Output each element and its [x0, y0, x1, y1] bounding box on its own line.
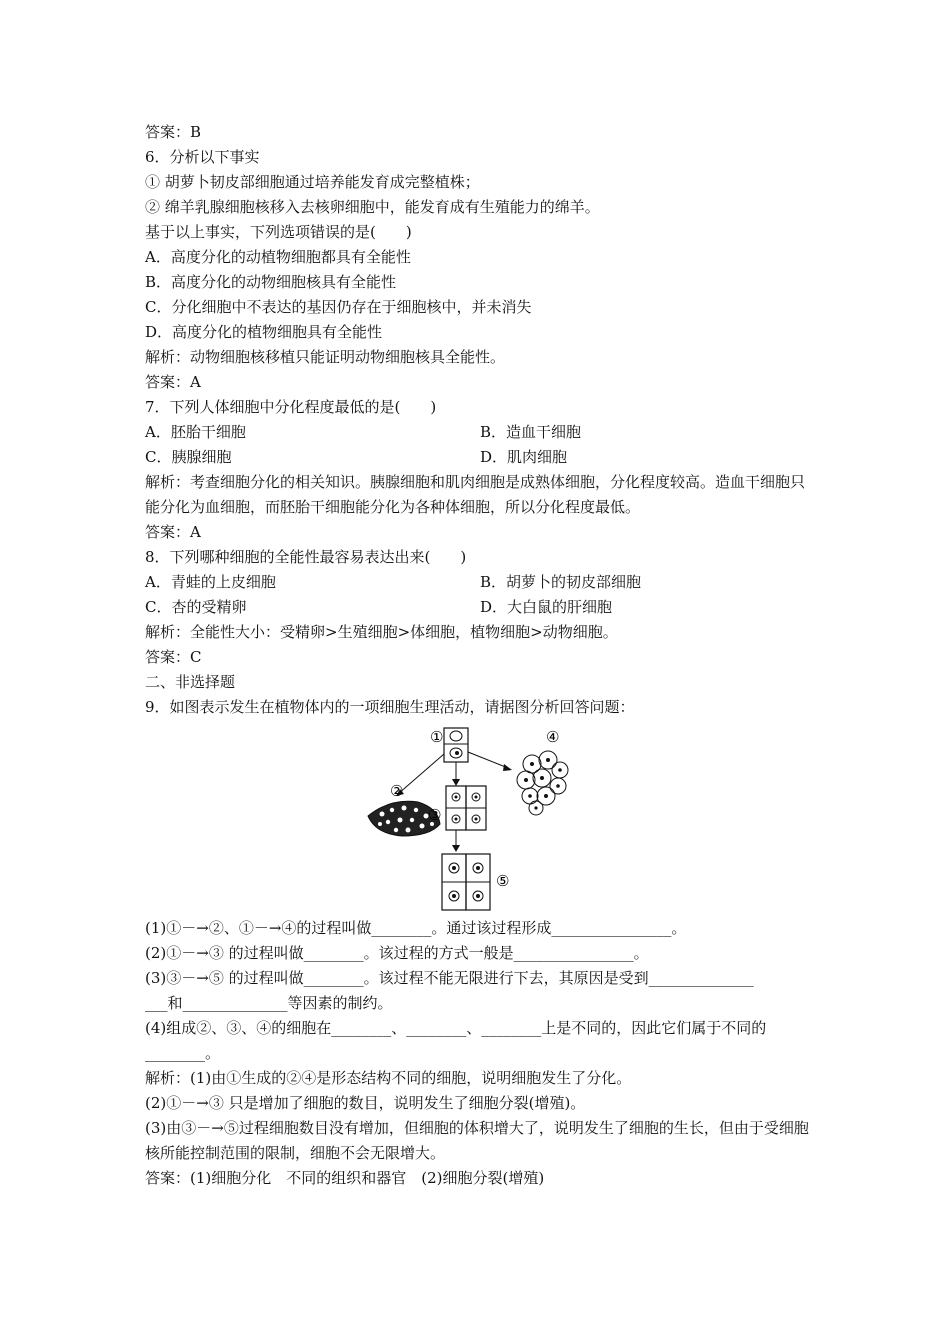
q8-option-b: B．胡萝卜的韧皮部细胞 — [480, 573, 642, 591]
label-3: ③ — [428, 806, 442, 824]
answer-q5: 答案：B — [145, 123, 202, 141]
label-5: ⑤ — [496, 872, 510, 890]
q7-options-row-2 — [145, 445, 815, 470]
q7-option-a: A．胚胎干细胞 — [145, 423, 246, 441]
q6-option-d: D．高度分化的植物细胞具有全能性 — [145, 323, 383, 341]
label-2: ② — [390, 782, 404, 800]
q9-part-1: (1)①－→②、①－→④的过程叫做________。通过该过程形成________________。 — [145, 919, 687, 937]
q9-title: 9．如图表示发生在植物体内的一项细胞生理活动，请据图分析回答问题： — [145, 698, 635, 716]
q6-explanation: 解析：动物细胞核移植只能证明动物细胞核具全能性。 — [145, 348, 506, 366]
q8-options-row-1 — [145, 570, 815, 595]
q7-option-b: B．造血干细胞 — [480, 423, 582, 441]
cell-stage-4 — [517, 728, 568, 815]
document-content — [145, 120, 815, 1191]
q6-answer: 答案：A — [145, 373, 201, 391]
label-4: ④ — [546, 728, 560, 746]
q7-answer: 答案：A — [145, 523, 201, 541]
cell-stage-5 — [442, 854, 509, 910]
q7-explanation: 解析：考查细胞分化的相关知识。胰腺细胞和肌肉细胞是成熟体细胞，分化程度较高。造血干细胞只能分化为血细胞，而胚胎干细胞能分化为各种体细胞，所以分化程度最低。 — [145, 473, 806, 516]
cell-stage-1 — [430, 728, 468, 762]
q7-options-row-1 — [145, 420, 815, 445]
q8-title: 8．下列哪种细胞的全能性最容易表达出来( ) — [145, 548, 467, 566]
q9-part-3-cont: ___和______________等因素的制约。 — [145, 994, 393, 1012]
label-1: ① — [430, 728, 444, 746]
q9-part-4: (4)组成②、③、④的细胞在________、________、________上是不同的，因此它们属于不同的 — [145, 1019, 767, 1037]
q9-part-4-cont: ________。 — [145, 1044, 221, 1062]
q6-stem: 基于以上事实，下列选项错误的是( ) — [145, 223, 412, 241]
q8-explanation: 解析：全能性大小：受精卵>生殖细胞>体细胞，植物细胞>动物细胞。 — [145, 623, 618, 641]
q7-option-d: D．肌肉细胞 — [480, 448, 568, 466]
cell-stage-3 — [428, 786, 486, 830]
q9-part-2: (2)①－→③ 的过程叫做________。该过程的方式一般是________________。 — [145, 944, 649, 962]
cell-activity-figure — [145, 724, 815, 914]
q8-answer: 答案：C — [145, 648, 202, 666]
q8-option-a: A．青蛙的上皮细胞 — [145, 573, 276, 591]
q6-title: 6．分析以下事实 — [145, 148, 260, 166]
q9-explanation-2: (2)①－→③ 只是增加了细胞的数目，说明发生了细胞分裂(增殖)。 — [145, 1094, 586, 1112]
q9-answer: 答案：(1)细胞分化 不同的组织和器官 (2)细胞分裂(增殖) — [145, 1169, 545, 1187]
cell-diagram — [360, 724, 600, 914]
q6-option-b: B．高度分化的动物细胞核具有全能性 — [145, 273, 397, 291]
q8-option-d: D．大白鼠的肝细胞 — [480, 598, 613, 616]
section-heading: 二、非选择题 — [145, 673, 236, 691]
q8-options-row-2 — [145, 595, 815, 620]
q9-explanation-1: 解析：(1)由①生成的②④是形态结构不同的细胞，说明细胞发生了分化。 — [145, 1069, 632, 1087]
q6-fact-1: ① 胡萝卜韧皮部细胞通过培养能发育成完整植株； — [145, 173, 480, 191]
q9-part-3: (3)③－→⑤ 的过程叫做________。该过程不能无限进行下去，其原因是受到______________ — [145, 969, 754, 987]
q8-option-c: C．杏的受精卵 — [145, 598, 247, 616]
q6-option-a: A．高度分化的动植物细胞都具有全能性 — [145, 248, 411, 266]
q6-option-c: C．分化细胞中不表达的基因仍存在于细胞核中，并未消失 — [145, 298, 532, 316]
q7-title: 7．下列人体细胞中分化程度最低的是( ) — [145, 398, 437, 416]
q7-option-c: C．胰腺细胞 — [145, 448, 232, 466]
q6-fact-2: ② 绵羊乳腺细胞核移入去核卵细胞中，能发育成有生殖能力的绵羊。 — [145, 198, 600, 216]
q9-explanation-3: (3)由③－→⑤过程细胞数目没有增加，但细胞的体积增大了，说明发生了细胞的生长，但由于受细胞核所能控制范围的限制，细胞不会无限增大。 — [145, 1119, 809, 1162]
